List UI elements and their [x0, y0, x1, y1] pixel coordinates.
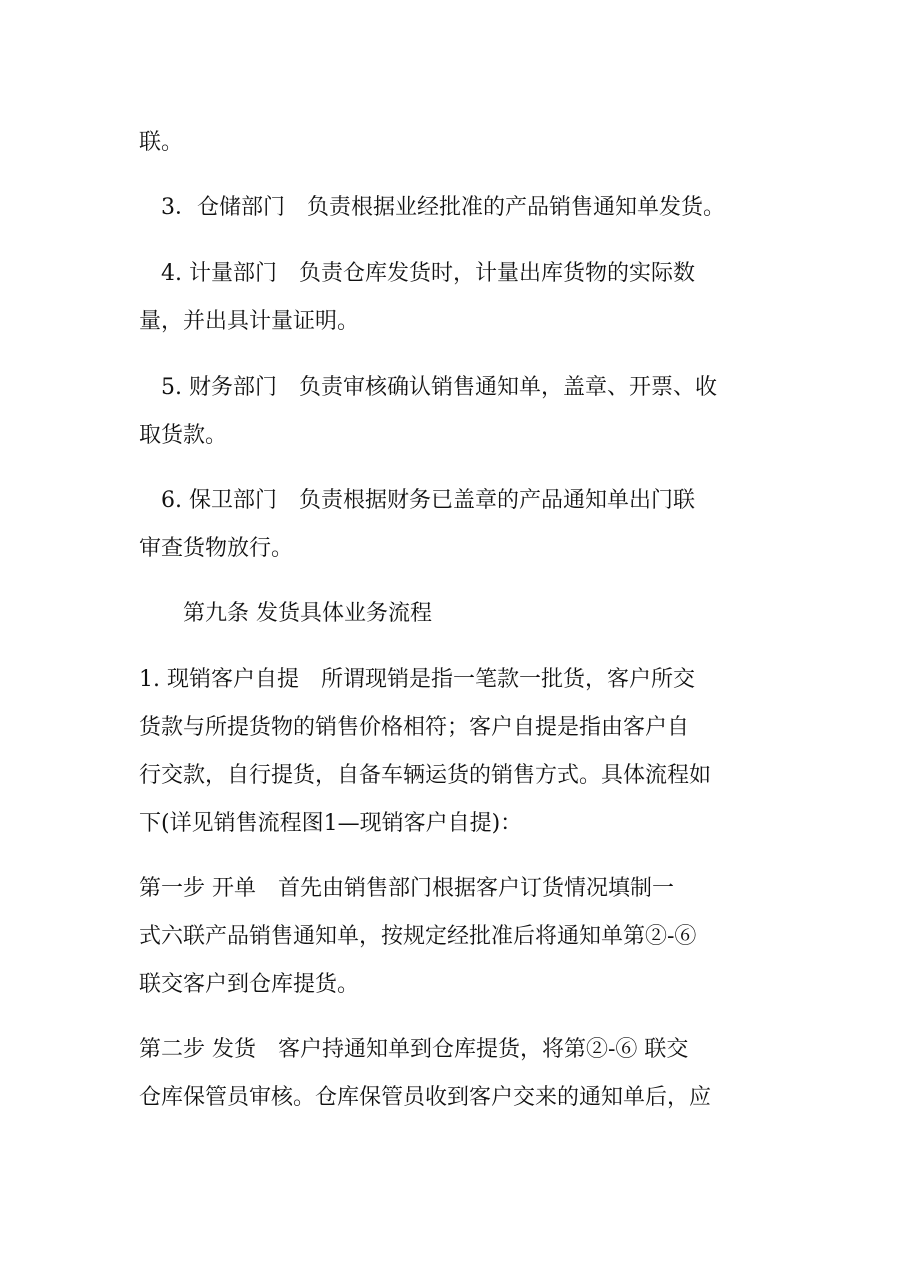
text-line: 联交客户到仓库提货。 [139, 972, 360, 997]
text-line: 4. 计量部门 负责仓库发货时，计量出库货物的实际数 [139, 261, 695, 286]
text-line: 第一步 开单 首先由销售部门根据客户订货情况填制一 [139, 876, 674, 901]
text-line: 行交款，自行提货，自备车辆运货的销售方式。具体流程如 [139, 763, 712, 788]
text-line: 式六联产品销售通知单，按规定经批准后将通知单第②-⑥ [139, 924, 697, 949]
text-line: 3．仓储部门 负责根据业经批准的产品销售通知单发货。 [139, 195, 725, 220]
text-line: 仓库保管员审核。仓库保管员收到客户交来的通知单后，应 [139, 1085, 712, 1110]
text-line: 货款与所提货物的销售价格相符；客户自提是指由客户自 [139, 715, 690, 740]
text-line: 第二步 发货 客户持通知单到仓库提货，将第②-⑥ 联交 [139, 1037, 689, 1062]
text-line: 1. 现销客户自提 所谓现销是指一笔款一批货，客户所交 [139, 667, 695, 692]
text-line: 取货款。 [139, 423, 228, 448]
text-line: 6. 保卫部门 负责根据财务已盖章的产品通知单出门联 [139, 488, 695, 513]
text-line: 联。 [139, 130, 184, 155]
section-heading: 第九条 发货具体业务流程 [139, 601, 432, 626]
text-line: 量，并出具计量证明。 [139, 309, 360, 334]
text-line: 审查货物放行。 [139, 536, 294, 561]
text-line: 下(详见销售流程图1—现销客户自提)： [139, 811, 523, 836]
text-line: 5. 财务部门 负责审核确认销售通知单，盖章、开票、收 [139, 375, 717, 400]
